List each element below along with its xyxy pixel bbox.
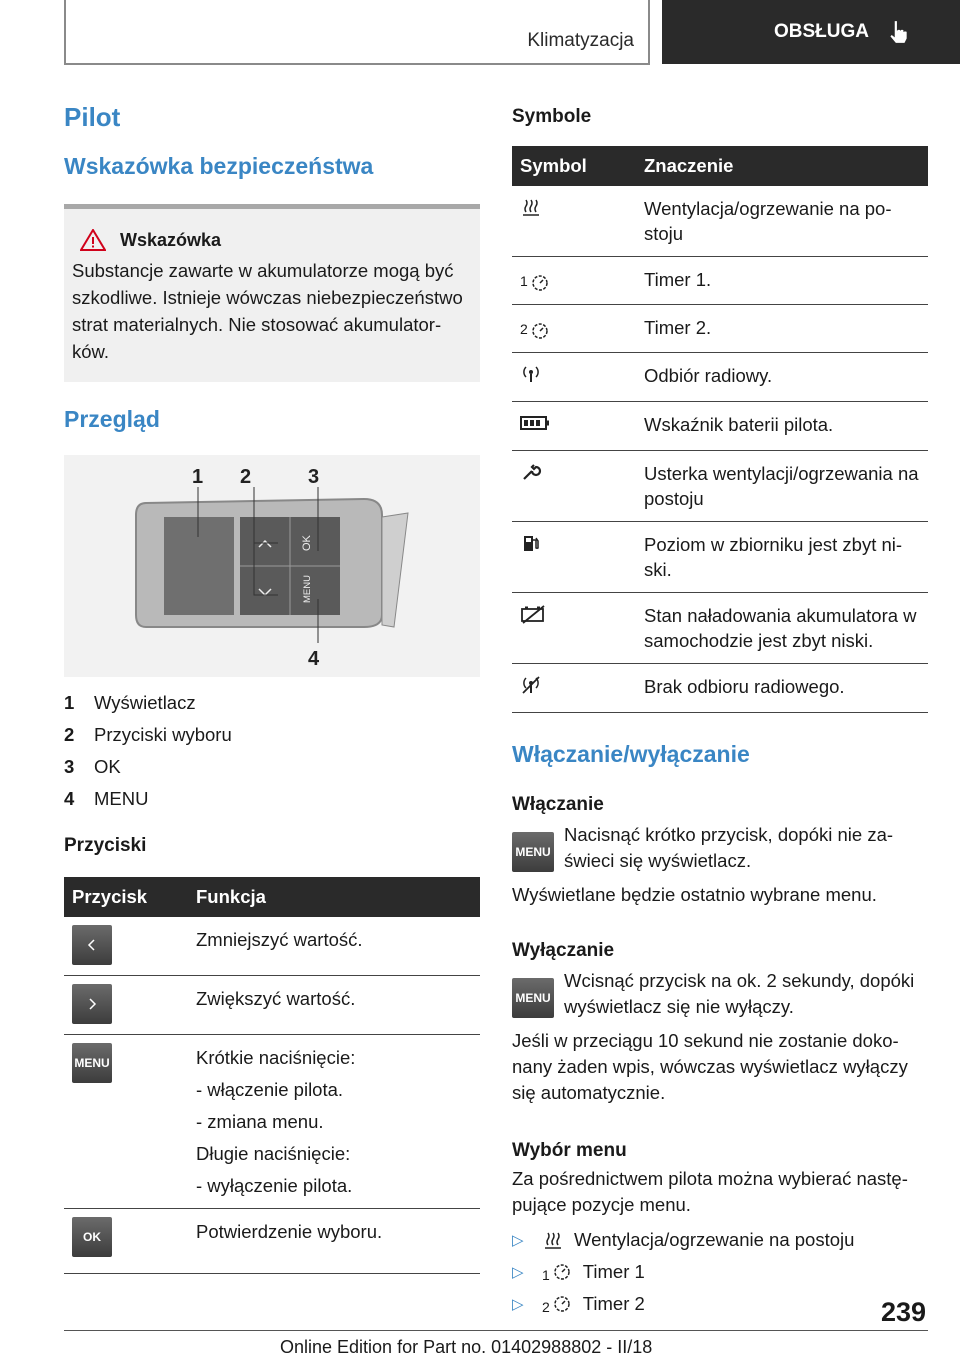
remote-key-illustration bbox=[64, 455, 480, 677]
function-cell bbox=[188, 1035, 480, 1209]
function-text: - wyłączenie pilota. bbox=[196, 1175, 353, 1196]
off-heading: Wyłączanie bbox=[512, 940, 615, 961]
left-column bbox=[64, 100, 480, 1274]
table-row bbox=[512, 305, 928, 353]
ok-key-icon: OK bbox=[72, 1217, 112, 1257]
timer-number: 1 bbox=[542, 1267, 550, 1283]
legend-item bbox=[64, 751, 480, 783]
timer-icon bbox=[529, 320, 551, 342]
symbol bbox=[520, 196, 542, 218]
function-text: - włączenie pilota. bbox=[196, 1079, 344, 1100]
car-battery-low-icon bbox=[520, 603, 546, 625]
heating-ventilation-icon bbox=[520, 196, 542, 218]
off-note: Jeśli w przeciągu 10 sekund nie zostanie doko-nany żaden wpis, wówczas wyświetlacz wyłączy się automatycznie. bbox=[512, 1030, 908, 1103]
battery-icon bbox=[520, 412, 550, 434]
chevron-right-key-icon bbox=[72, 984, 112, 1024]
header-rule-left bbox=[64, 0, 66, 64]
pointing-hand-icon bbox=[885, 19, 911, 45]
symbol-cell bbox=[512, 593, 636, 664]
warning-triangle-icon bbox=[80, 229, 106, 251]
fuel-pump-icon bbox=[520, 532, 542, 554]
column-header: Symbol bbox=[512, 146, 636, 186]
bullet-arrow-icon: ▷ bbox=[512, 1296, 524, 1313]
meaning-cell: Brak odbioru radiowego. bbox=[636, 664, 928, 713]
table-header-row bbox=[64, 877, 480, 917]
figure-legend bbox=[64, 687, 480, 815]
table-row bbox=[512, 593, 928, 664]
legend-label: MENU bbox=[94, 788, 149, 809]
table-row bbox=[512, 522, 928, 593]
column-header: Przycisk bbox=[64, 877, 188, 917]
warning-box bbox=[64, 204, 480, 382]
list-item bbox=[512, 1288, 928, 1320]
callout-3: 3 bbox=[308, 466, 320, 488]
table-row bbox=[512, 451, 928, 522]
table-row bbox=[512, 664, 928, 713]
menu-key-icon: MENU bbox=[512, 978, 554, 1018]
buttons-heading: Przyciski bbox=[64, 835, 147, 856]
menu-key-icon: MENU bbox=[72, 1043, 112, 1083]
table-row bbox=[64, 1035, 480, 1209]
edition-text: Online Edition for Part no. 01402988802 - II/18 bbox=[280, 1337, 653, 1357]
function-text: Zmniejszyć wartość. bbox=[196, 929, 363, 950]
symbol-cell bbox=[512, 522, 636, 593]
buttons-table bbox=[64, 877, 480, 1274]
legend-number: 2 bbox=[64, 724, 75, 745]
function-cell bbox=[188, 917, 480, 976]
figure-ok-label: OK bbox=[301, 535, 313, 551]
menu-item-label: Timer 2 bbox=[582, 1293, 645, 1314]
symbols-table bbox=[512, 146, 928, 713]
table-row bbox=[64, 976, 480, 1035]
symbol-cell bbox=[512, 186, 636, 257]
menu-key-icon: MENU bbox=[512, 832, 554, 872]
function-text: Krótkie naciśnięcie: bbox=[196, 1047, 356, 1068]
off-text: Wcisnąć przycisk na ok. 2 sekundy, dopóki wyświetlacz się nie wyłączy. bbox=[564, 970, 915, 1017]
meaning-cell: Wskaźnik baterii pilota. bbox=[636, 402, 928, 451]
footer-rule bbox=[64, 1330, 928, 1331]
legend-label: Przyciski wyboru bbox=[94, 724, 232, 745]
section-label: OBSŁUGA bbox=[774, 21, 869, 42]
timer-icon bbox=[551, 1261, 573, 1283]
warning-text: Substancje zawarte w akumulatorze mogą być szkodliwe. Istnieje wówczas niebezpieczeństwo strat materialnych. Nie stosować akumulator-ków. bbox=[72, 260, 463, 362]
chevron-left-key-icon bbox=[72, 925, 112, 965]
warning-title-row bbox=[72, 229, 472, 251]
meaning-cell: Timer 2. bbox=[636, 305, 928, 353]
callout-1: 1 bbox=[192, 466, 204, 488]
symbol bbox=[520, 363, 542, 385]
menu-intro: Za pośrednictwem pilota można wybierać nastę-pujące pozycje menu. bbox=[512, 1168, 908, 1215]
icon-cell bbox=[64, 1035, 188, 1209]
menu-heading: Wybór menu bbox=[512, 1140, 627, 1161]
meaning-cell: Poziom w zbiorniku jest zbyt ni-ski. bbox=[636, 522, 928, 593]
function-text: Zwiększyć wartość. bbox=[196, 988, 356, 1009]
menu-item-label: Timer 1 bbox=[582, 1261, 645, 1282]
function-cell bbox=[188, 1209, 480, 1274]
table-row bbox=[512, 186, 928, 257]
timer-icon bbox=[529, 272, 551, 294]
onoff-heading: Włączanie/wyłączanie bbox=[512, 741, 750, 767]
chapter-title: Klimatyzacja bbox=[527, 30, 634, 51]
icon-cell bbox=[64, 976, 188, 1035]
radio-signal-icon bbox=[520, 363, 542, 385]
no-signal-icon bbox=[520, 674, 542, 696]
bullet-arrow-icon: ▷ bbox=[512, 1264, 524, 1281]
symbol bbox=[520, 269, 551, 294]
table-row bbox=[64, 917, 480, 976]
on-instruction bbox=[512, 822, 928, 874]
symbol bbox=[542, 1261, 573, 1283]
symbol bbox=[520, 674, 542, 696]
header-rule-bottom bbox=[64, 63, 650, 65]
function-text: Potwierdzenie wyboru. bbox=[196, 1221, 383, 1242]
symbol-cell bbox=[512, 305, 636, 353]
right-column bbox=[512, 100, 928, 1320]
table-row bbox=[512, 353, 928, 402]
on-note: Wyświetlane będzie ostatnio wybrane menu. bbox=[512, 884, 877, 905]
symbol-cell bbox=[512, 451, 636, 522]
meaning-cell: Wentylacja/ogrzewanie na po-stoju bbox=[636, 186, 928, 257]
menu-list bbox=[512, 1224, 928, 1320]
symbol-cell bbox=[512, 257, 636, 305]
on-text: Nacisnąć krótko przycisk, dopóki nie za-świeci się wyświetlacz. bbox=[564, 824, 894, 871]
callout-2: 2 bbox=[240, 466, 252, 488]
column-header: Znaczenie bbox=[636, 146, 928, 186]
warning-title: Wskazówka bbox=[120, 229, 222, 250]
bullet-arrow-icon: ▷ bbox=[512, 1232, 524, 1249]
table-row bbox=[64, 1209, 480, 1274]
column-header: Funkcja bbox=[188, 877, 480, 917]
symbol bbox=[520, 317, 551, 342]
timer-number: 1 bbox=[520, 273, 528, 289]
wrench-icon bbox=[520, 461, 542, 483]
legend-number: 4 bbox=[64, 788, 75, 809]
page-number: 239 bbox=[880, 1297, 926, 1327]
meaning-cell: Stan naładowania akumulatora w samochodzie jest zbyt niski. bbox=[636, 593, 928, 664]
legend-item bbox=[64, 687, 480, 719]
section-tab[interactable] bbox=[662, 0, 960, 64]
on-heading: Włączanie bbox=[512, 794, 604, 815]
symbol bbox=[520, 603, 546, 625]
header-rule-right bbox=[648, 0, 650, 64]
timer-icon bbox=[551, 1293, 573, 1315]
legend-item bbox=[64, 783, 480, 815]
table-row bbox=[512, 257, 928, 305]
timer-number: 2 bbox=[520, 321, 528, 337]
callout-4: 4 bbox=[308, 648, 320, 670]
legend-number: 3 bbox=[64, 756, 75, 777]
function-text: - zmiana menu. bbox=[196, 1111, 324, 1132]
icon-cell bbox=[64, 1209, 188, 1274]
icon-cell bbox=[64, 917, 188, 976]
table-header-row bbox=[512, 146, 928, 186]
heating-ventilation-icon bbox=[542, 1229, 564, 1251]
symbol bbox=[542, 1293, 573, 1315]
function-cell bbox=[188, 976, 480, 1035]
legend-label: OK bbox=[94, 756, 121, 777]
menu-item-label: Wentylacja/ogrzewanie na postoju bbox=[574, 1229, 855, 1250]
meaning-cell: Usterka wentylacji/ogrzewania na postoju bbox=[636, 451, 928, 522]
table-row bbox=[512, 402, 928, 451]
symbol bbox=[520, 461, 542, 483]
off-instruction bbox=[512, 968, 928, 1020]
symbols-heading: Symbole bbox=[512, 106, 592, 127]
list-item bbox=[512, 1256, 928, 1288]
symbol bbox=[542, 1229, 564, 1251]
meaning-cell: Odbiór radiowy. bbox=[636, 353, 928, 402]
symbol-cell bbox=[512, 664, 636, 713]
symbol-cell bbox=[512, 402, 636, 451]
symbol bbox=[520, 532, 542, 554]
legend-item bbox=[64, 719, 480, 751]
legend-label: Wyświetlacz bbox=[94, 692, 196, 713]
symbol-cell bbox=[512, 353, 636, 402]
list-item bbox=[512, 1224, 928, 1256]
timer-number: 2 bbox=[542, 1299, 550, 1315]
legend-number: 1 bbox=[64, 692, 75, 713]
overview-heading: Przegląd bbox=[64, 406, 160, 432]
function-text: Długie naciśnięcie: bbox=[196, 1143, 351, 1164]
remote-key-drawing bbox=[64, 455, 480, 677]
figure-menu-label: MENU bbox=[302, 575, 313, 603]
meaning-cell: Timer 1. bbox=[636, 257, 928, 305]
symbol bbox=[520, 412, 550, 434]
safety-heading: Wskazówka bezpieczeństwa bbox=[64, 153, 374, 179]
page-title: Pilot bbox=[64, 102, 121, 132]
